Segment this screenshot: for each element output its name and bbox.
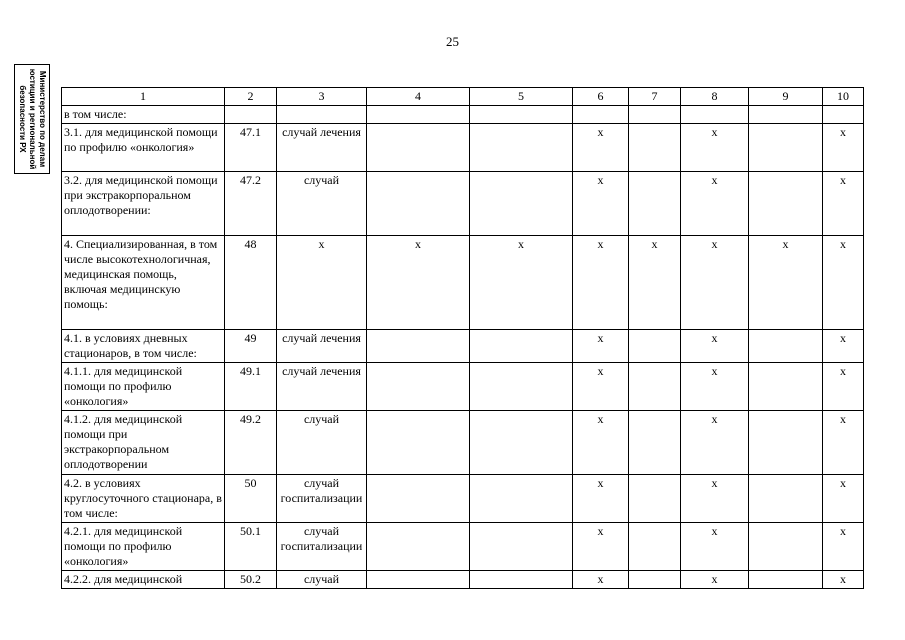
table-cell: x [681, 523, 749, 571]
table-cell [629, 411, 681, 475]
table-cell [749, 106, 823, 124]
unit-cell: случай лечения [277, 363, 367, 411]
table-cell [470, 475, 573, 523]
table-cell: x [573, 475, 629, 523]
table-row [62, 330, 864, 363]
unit-cell: случай [277, 571, 367, 589]
table-cell [629, 124, 681, 172]
column-header: 10 [823, 88, 864, 106]
table-cell: x [470, 236, 573, 330]
table-cell: x [823, 411, 864, 475]
table-cell: x [681, 330, 749, 363]
table-cell [367, 124, 470, 172]
unit-cell: x [277, 236, 367, 330]
table-row [62, 411, 864, 475]
row-label: 3.2. для медицинской помощи при экстракорпоральном оплодотворении: [62, 172, 225, 236]
row-number: 50.1 [225, 523, 277, 571]
row-number: 49.2 [225, 411, 277, 475]
table-cell: x [681, 363, 749, 411]
table-row [62, 106, 864, 124]
table-cell: x [573, 124, 629, 172]
table-cell [749, 124, 823, 172]
table-row [62, 236, 864, 330]
row-label: 3.1. для медицинской помощи по профилю «онкология» [62, 124, 225, 172]
stamp-line: юстиции и региональной [28, 68, 37, 170]
table-cell [629, 330, 681, 363]
row-label: 4.2.1. для медицинской помощи по профилю «онкология» [62, 523, 225, 571]
table-cell: x [823, 475, 864, 523]
table-cell [367, 172, 470, 236]
table-cell [367, 363, 470, 411]
table-cell: x [749, 236, 823, 330]
row-label: в том числе: [62, 106, 225, 124]
column-header: 5 [470, 88, 573, 106]
table-cell: x [573, 411, 629, 475]
ministry-stamp [14, 64, 50, 174]
table-row [62, 172, 864, 236]
stamp-line: Министерство по делам [38, 70, 47, 168]
table-cell: x [681, 172, 749, 236]
header-row [62, 88, 864, 106]
column-header: 4 [367, 88, 470, 106]
table-cell [749, 363, 823, 411]
table-cell [629, 571, 681, 589]
row-label: 4.1.1. для медицинской помощи по профилю «онкология» [62, 363, 225, 411]
table-cell [749, 330, 823, 363]
unit-cell: случай лечения [277, 124, 367, 172]
row-number: 49.1 [225, 363, 277, 411]
unit-cell: случай [277, 411, 367, 475]
row-label: 4. Специализированная, в том числе высокотехнологичная, медицинская помощь, включая медицинскую помощь: [62, 236, 225, 330]
table-cell [367, 523, 470, 571]
table-cell: x [823, 523, 864, 571]
table-row [62, 475, 864, 523]
table-cell [470, 411, 573, 475]
unit-cell: случай [277, 172, 367, 236]
table-cell [470, 172, 573, 236]
table-cell: x [823, 172, 864, 236]
table-row [62, 363, 864, 411]
table-cell [470, 363, 573, 411]
table-cell: x [681, 411, 749, 475]
table-cell: x [573, 330, 629, 363]
table-cell: x [573, 236, 629, 330]
column-header: 8 [681, 88, 749, 106]
unit-cell: случай госпитализации [277, 523, 367, 571]
stamp-text [17, 66, 47, 172]
table-cell [470, 571, 573, 589]
table-row [62, 571, 864, 589]
table-cell [367, 106, 470, 124]
table-cell [823, 106, 864, 124]
row-label: 4.2. в условиях круглосуточного стационара, в том числе: [62, 475, 225, 523]
table-cell: x [573, 571, 629, 589]
table-cell: x [681, 124, 749, 172]
table-cell [749, 475, 823, 523]
table-cell [629, 363, 681, 411]
stamp-line: безопасности РХ [18, 85, 27, 153]
table-cell [367, 330, 470, 363]
table-cell [470, 124, 573, 172]
unit-cell: случай госпитализации [277, 475, 367, 523]
table-cell [470, 523, 573, 571]
row-number: 48 [225, 236, 277, 330]
table-cell [573, 106, 629, 124]
row-number: 50 [225, 475, 277, 523]
table-cell: x [681, 571, 749, 589]
table-cell [629, 475, 681, 523]
column-header: 6 [573, 88, 629, 106]
table-cell [367, 571, 470, 589]
page-number: 25 [446, 34, 459, 49]
table-cell: x [573, 523, 629, 571]
table-cell: x [823, 236, 864, 330]
unit-cell [277, 106, 367, 124]
column-header: 3 [277, 88, 367, 106]
table-cell [470, 330, 573, 363]
table-cell: x [367, 236, 470, 330]
table-row [62, 124, 864, 172]
column-header: 9 [749, 88, 823, 106]
table-cell [629, 523, 681, 571]
data-table [61, 87, 864, 589]
row-number: 47.2 [225, 172, 277, 236]
table-cell: x [573, 172, 629, 236]
row-number: 49 [225, 330, 277, 363]
row-label: 4.1. в условиях дневных стационаров, в том числе: [62, 330, 225, 363]
table-cell: x [823, 363, 864, 411]
row-number [225, 106, 277, 124]
column-header: 1 [62, 88, 225, 106]
table-cell [749, 523, 823, 571]
table-cell: x [681, 236, 749, 330]
table-cell: x [629, 236, 681, 330]
table-cell [629, 172, 681, 236]
table-cell: x [823, 571, 864, 589]
table-cell: x [823, 330, 864, 363]
table-cell [367, 475, 470, 523]
unit-cell: случай лечения [277, 330, 367, 363]
table-cell [749, 411, 823, 475]
row-label: 4.2.2. для медицинской [62, 571, 225, 589]
table-cell [749, 172, 823, 236]
table-cell [367, 411, 470, 475]
row-number: 47.1 [225, 124, 277, 172]
column-header: 7 [629, 88, 681, 106]
row-label: 4.1.2. для медицинской помощи при экстракорпоральном оплодотворении [62, 411, 225, 475]
table-cell [629, 106, 681, 124]
table-cell: x [823, 124, 864, 172]
table-cell: x [681, 475, 749, 523]
table-cell [749, 571, 823, 589]
row-number: 50.2 [225, 571, 277, 589]
table-cell [681, 106, 749, 124]
table-cell [470, 106, 573, 124]
column-header: 2 [225, 88, 277, 106]
table-row [62, 523, 864, 571]
table-cell: x [573, 363, 629, 411]
